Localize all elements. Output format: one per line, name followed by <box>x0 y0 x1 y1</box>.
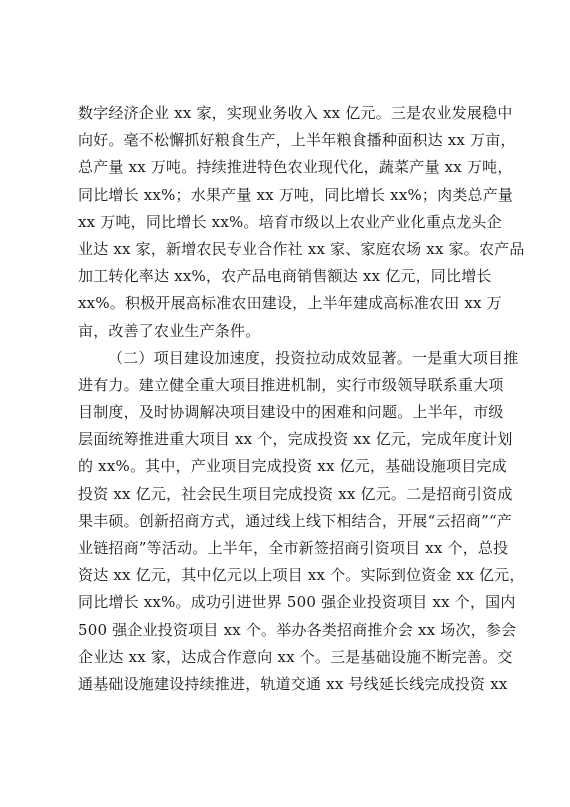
text-line: 总产量 xx 万吨。持续推进特色农业现代化，蔬菜产量 xx 万吨， <box>78 158 513 177</box>
text-line: 资达 xx 亿元，其中亿元以上项目 xx 个。实际到位资金 xx 亿元， <box>78 566 525 585</box>
text-line: 数字经济企业 xx 家，实现业务收入 xx 亿元。三是农业发展稳中 <box>78 104 513 122</box>
paragraph-heading-line: （二）项目建设加速度，投资拉动成效显著。一是重大项目推 <box>108 348 519 367</box>
text-line: 投资 xx 亿元，社会民生项目完成投资 xx 亿元。二是招商引资成 <box>78 484 513 503</box>
text-line: 加工转化率达 xx%，农产品电商销售额达 xx 亿元，同比增长 <box>78 267 492 286</box>
text-line: 层面统筹推进重大项目 xx 个，完成投资 xx 亿元，完成年度计划 <box>78 430 513 449</box>
text-line: 同比增长 xx%；水果产量 xx 万吨，同比增长 xx%；肉类总产量 <box>78 185 514 204</box>
text-line: xx%。积极开展高标准农田建设，上半年建成高标准农田 xx 万 <box>78 294 502 313</box>
text-line: 向好。毫不松懈抓好粮食生产，上半年粮食播种面积达 xx 万亩， <box>78 131 516 150</box>
text-line: 进有力。建立健全重大项目推进机制，实行市级领导联系重大项 <box>78 375 504 394</box>
text-line: 的 xx%。其中，产业项目完成投资 xx 亿元，基础设施项目完成 <box>78 457 507 476</box>
body-text <box>78 100 525 698</box>
text-line: xx 万吨，同比增长 xx%。培育市级以上农业产业化重点龙头企 <box>78 212 502 231</box>
text-line: 500 强企业投资项目 xx 个。举办各类招商推介会 xx 场次，参会 <box>78 620 517 639</box>
text-line: 果丰硕。创新招商方式，通过线上线下相结合，开展“云招商”“产 <box>78 511 513 530</box>
text-line: 企业达 xx 家，达成合作意向 xx 个。三是基础设施不断完善。交 <box>78 647 513 666</box>
text-line: 亩，改善了农业生产条件。 <box>78 321 261 340</box>
text-line: 业达 xx 家，新增农民专业合作社 xx 家、家庭农场 xx 家。农产品 <box>78 239 525 258</box>
text-line: 目制度，及时协调解决项目建设中的困难和问题。上半年，市级 <box>78 403 504 422</box>
text-line: 业链招商”等活动。上半年，全市新签招商引资项目 xx 个，总投 <box>78 539 509 557</box>
text-line: 同比增长 xx%。成功引进世界 500 强企业投资项目 xx 个，国内 <box>78 593 516 612</box>
text-line: 通基础设施建设持续推进，轨道交通 xx 号线延长线完成投资 xx <box>78 674 508 693</box>
